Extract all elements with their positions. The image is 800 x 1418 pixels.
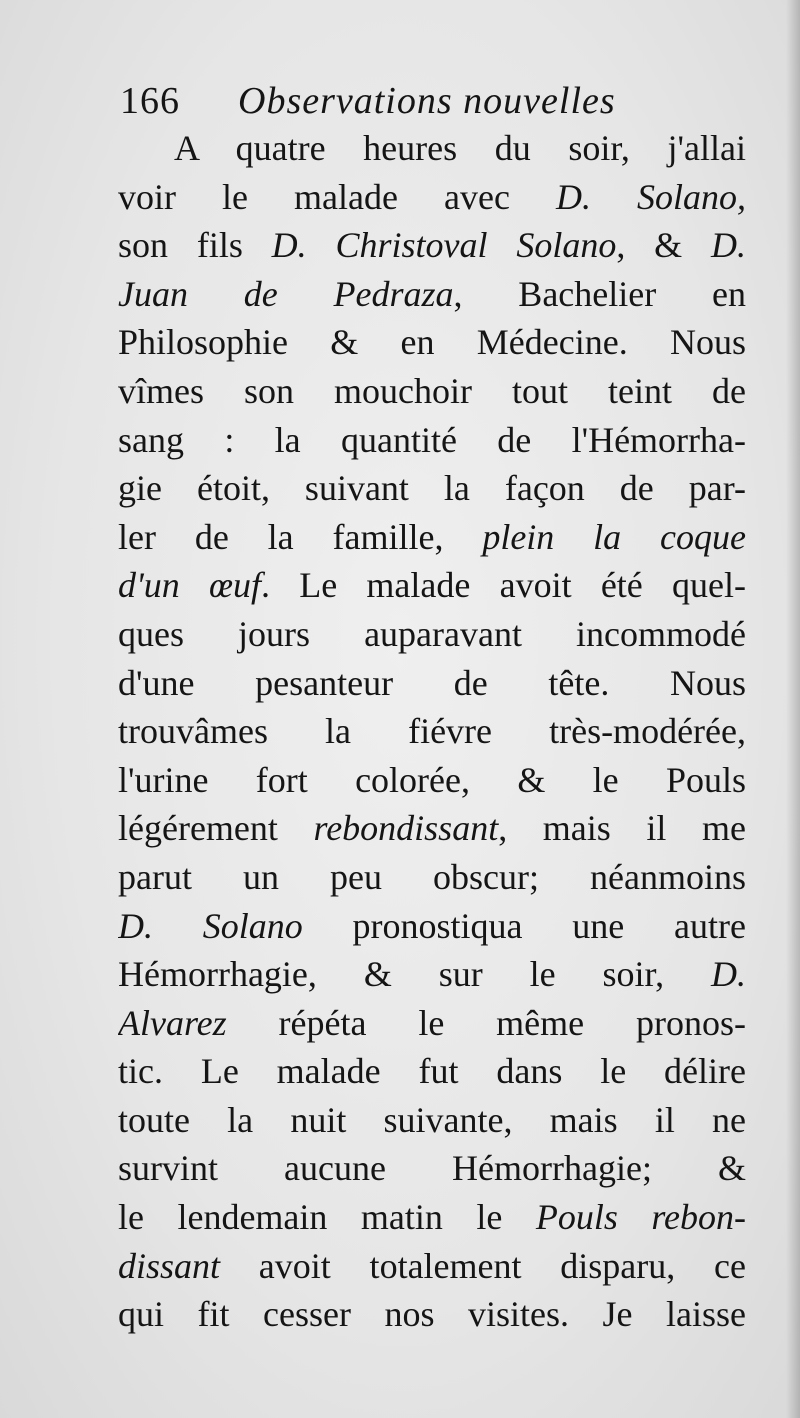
text-run: tic. Le malade fut dans le délire xyxy=(118,1051,746,1092)
text-line xyxy=(118,1242,746,1291)
text-run: . Le malade avoit été quel- xyxy=(260,565,746,606)
text-line xyxy=(118,416,746,465)
italic-text-run: D. Solano xyxy=(118,905,303,946)
text-line xyxy=(118,318,746,367)
text-line xyxy=(118,610,746,659)
body-text xyxy=(118,124,746,1339)
text-line xyxy=(118,950,746,999)
text-run: l'urine fort colorée, & le Pouls xyxy=(118,759,746,800)
text-line xyxy=(118,270,746,319)
text-run: qui fit cesser nos visites. Je laisse xyxy=(118,1294,746,1335)
italic-text-run: D. Christoval Solano xyxy=(271,225,617,266)
italic-text-run: D. xyxy=(711,225,746,266)
text-line xyxy=(118,1144,746,1193)
text-line xyxy=(118,756,746,805)
text-run: légérement xyxy=(118,808,314,849)
running-head: Observations nouvelles xyxy=(238,80,616,122)
text-line xyxy=(118,367,746,416)
text-run: pronostiqua une autre xyxy=(302,905,746,946)
text-run: ler de la famille, xyxy=(118,516,483,557)
text-run: son fils xyxy=(118,225,272,266)
text-run: survint aucune Hémorrhagie; & xyxy=(118,1148,746,1189)
text-run: le lendemain matin le xyxy=(118,1197,536,1238)
text-run: vîmes son mouchoir tout teint de xyxy=(118,370,746,411)
text-line xyxy=(118,1047,746,1096)
text-run: , Bachelier en xyxy=(453,273,746,314)
text-line xyxy=(118,659,746,708)
italic-text-run: rebondissant xyxy=(313,808,499,849)
italic-text-run: Alvarez xyxy=(118,1002,227,1043)
text-line xyxy=(118,902,746,951)
text-line xyxy=(118,513,746,562)
text-line xyxy=(118,221,746,270)
italic-text-run: D. Solano, xyxy=(555,176,746,217)
italic-text-run: plein la coque xyxy=(482,516,746,557)
text-line xyxy=(118,1290,746,1339)
text-line xyxy=(118,1096,746,1145)
text-run: gie étoit, suivant la façon de par- xyxy=(118,468,746,509)
text-run: A quatre heures du soir, j'allai xyxy=(174,128,746,168)
text-run: , & xyxy=(616,225,711,266)
text-run: toute la nuit suivante, mais il ne xyxy=(118,1099,746,1140)
text-line xyxy=(118,804,746,853)
text-run: Hémorrhagie, & sur le soir, xyxy=(118,954,711,995)
text-line xyxy=(118,124,746,173)
italic-text-run: dissant xyxy=(118,1245,221,1286)
text-run: parut un peu obscur; néanmoins xyxy=(118,856,746,897)
text-run: avoit totalement disparu, ce xyxy=(220,1245,746,1286)
text-run: trouvâmes la fiévre très-modérée, xyxy=(118,711,746,752)
text-line xyxy=(118,464,746,513)
text-line xyxy=(118,853,746,902)
text-line xyxy=(118,707,746,756)
text-run: Philosophie & en Médecine. Nous xyxy=(118,322,746,363)
text-run: sang : la quantité de l'Hémorrha- xyxy=(118,419,746,460)
page-edge-shadow xyxy=(786,0,800,1418)
text-run: d'une pesanteur de tête. Nous xyxy=(118,662,746,703)
italic-text-run: Juan de Pedraza xyxy=(118,273,454,314)
text-line xyxy=(118,173,746,222)
text-run: , mais il me xyxy=(498,808,746,849)
text-line xyxy=(118,561,746,610)
text-line xyxy=(118,999,746,1048)
text-run: ques jours auparavant incommodé xyxy=(118,613,746,654)
italic-text-run: d'un œuf xyxy=(118,565,261,606)
text-line xyxy=(118,1193,746,1242)
italic-text-run: Pouls rebon- xyxy=(535,1197,746,1238)
page-number: 166 xyxy=(120,80,180,122)
text-run: voir le malade avec xyxy=(118,176,556,217)
page-header xyxy=(120,76,740,126)
text-run: répéta le même pronos- xyxy=(226,1002,746,1043)
italic-text-run: D. xyxy=(711,954,746,995)
